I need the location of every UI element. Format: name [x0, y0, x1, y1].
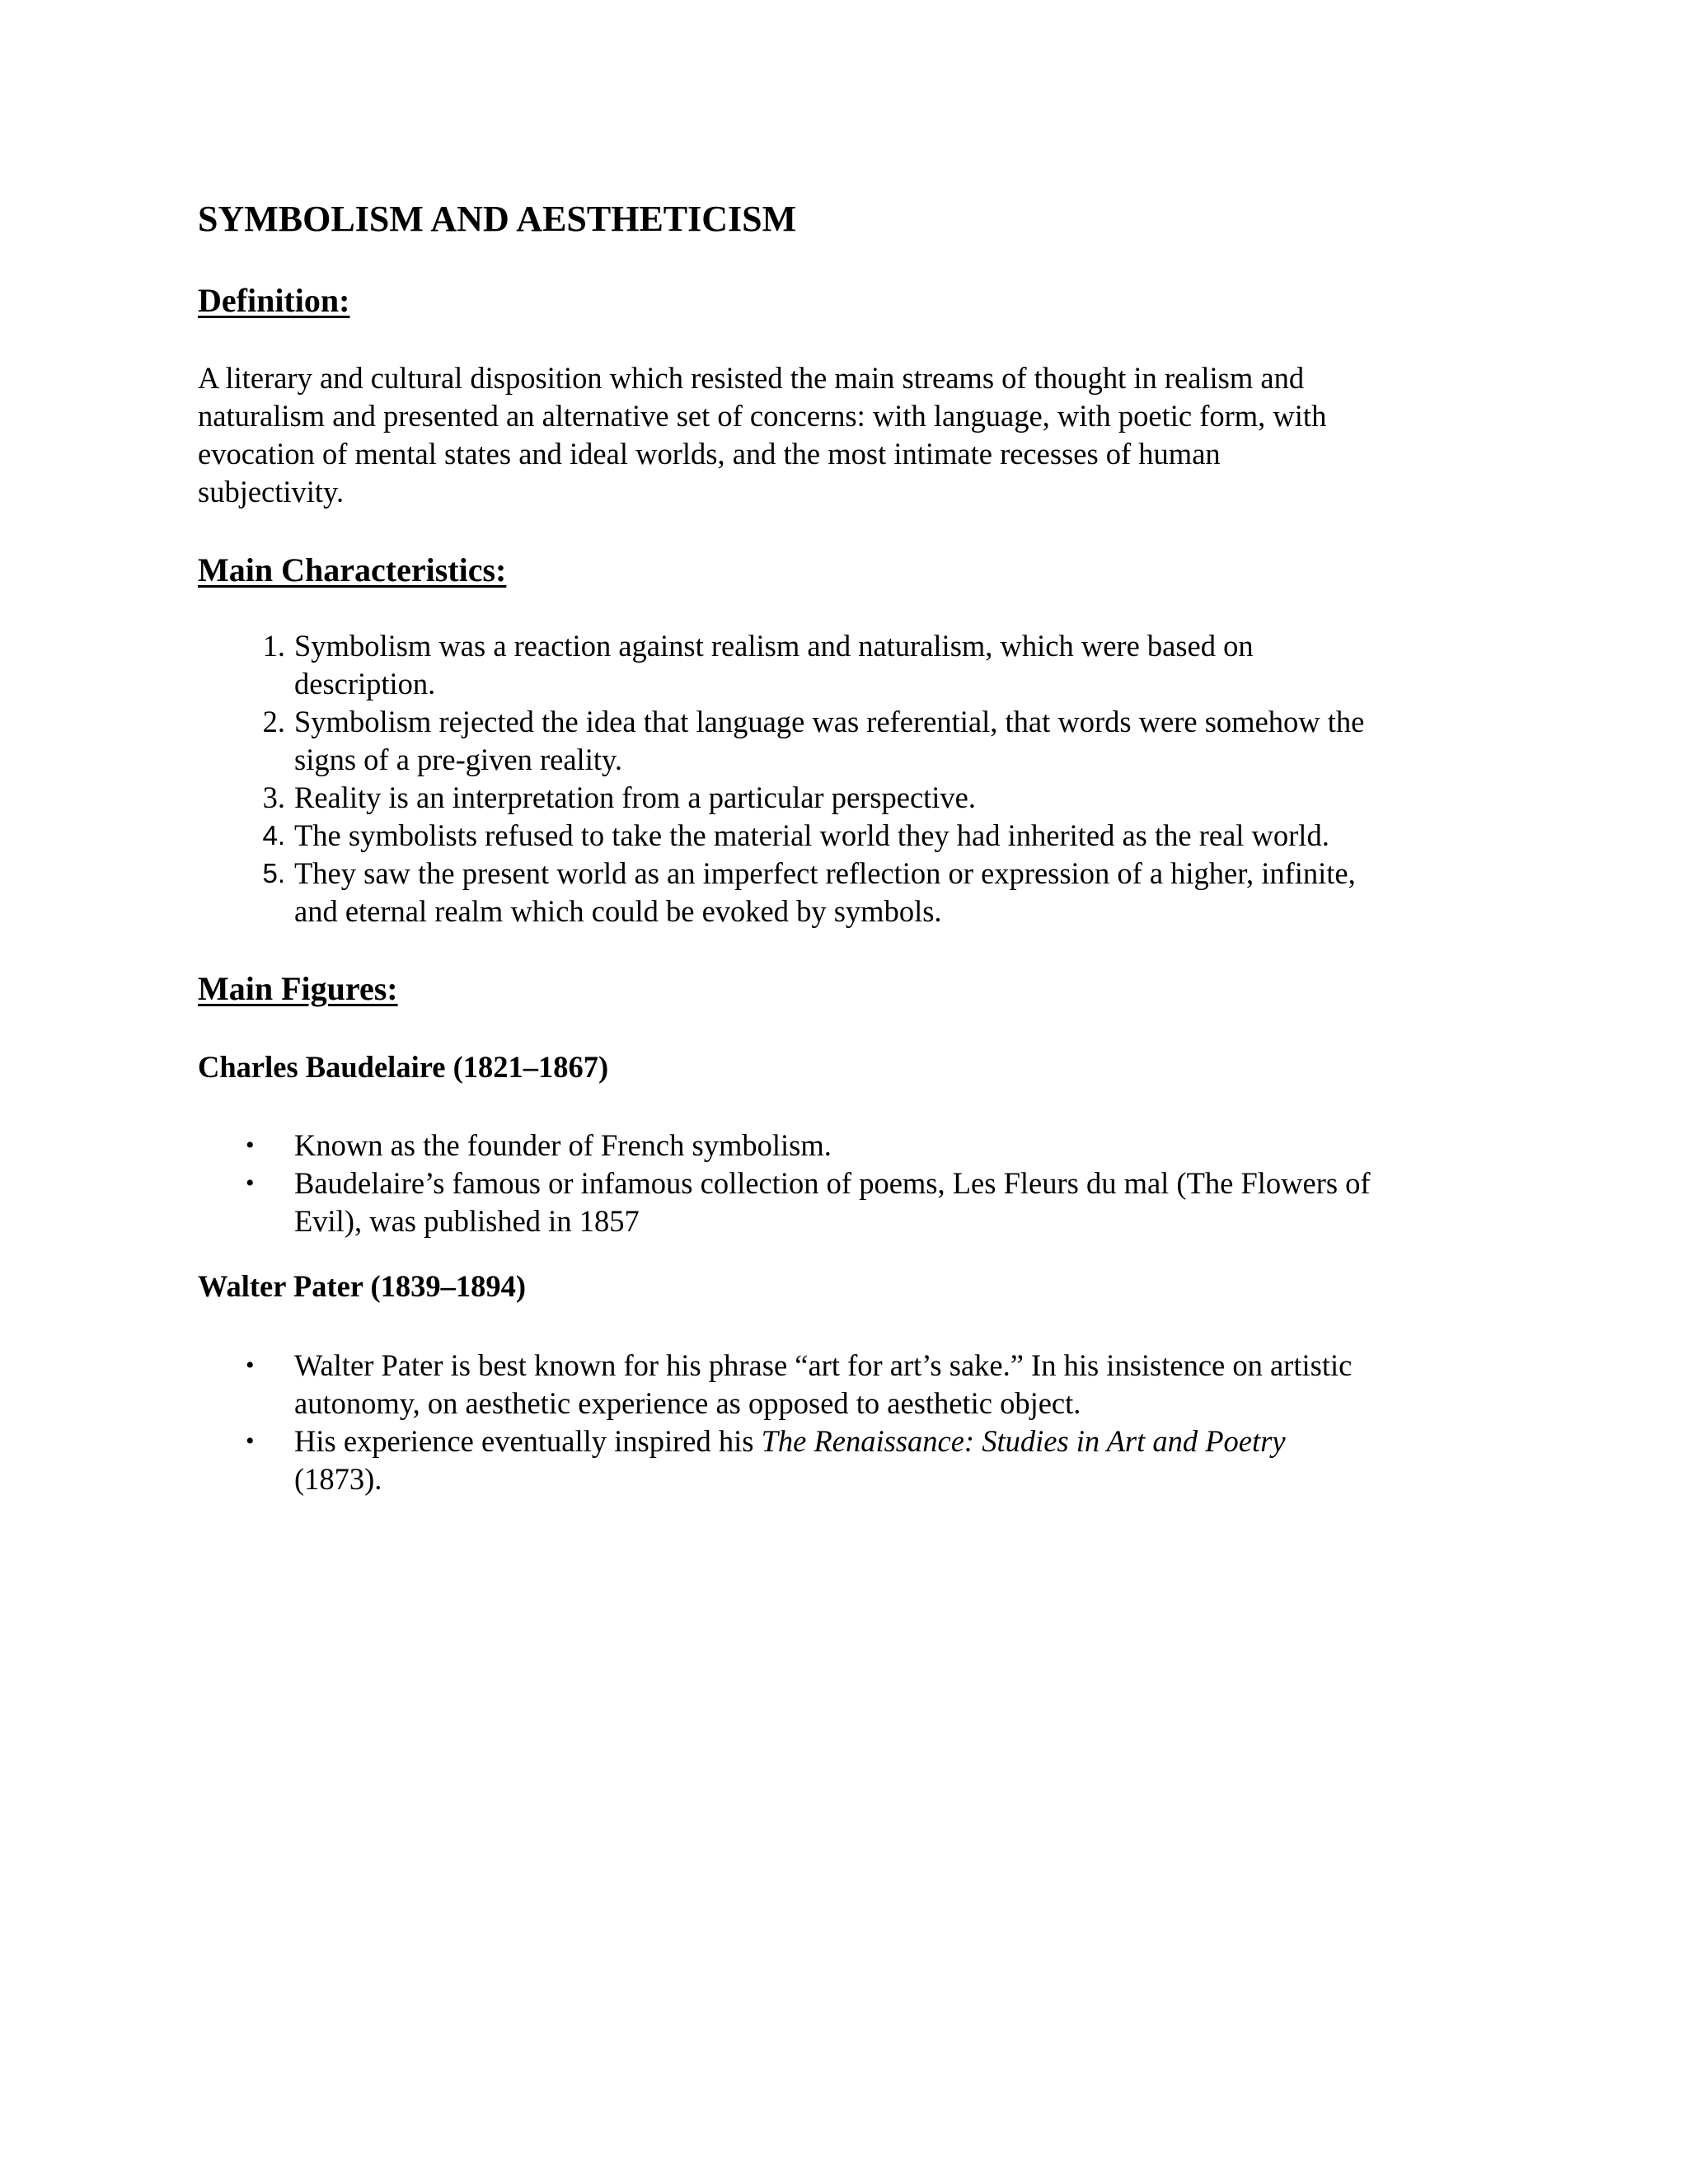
figures-heading: Main Figures:	[198, 970, 398, 1007]
list-item	[198, 779, 1484, 817]
definition-heading: Definition:	[198, 282, 350, 319]
list-item-line: They saw the present world as an imperfect reflection or expression of a higher, infinite,	[294, 856, 1356, 890]
list-item-line: Walter Pater is best known for his phrase “art for art’s sake.” In his insistence on artistic	[294, 1348, 1353, 1382]
bullet-icon: •	[246, 1427, 255, 1455]
bullet-icon: •	[246, 1169, 255, 1197]
definition-line: A literary and cultural disposition which resisted the main streams of thought in realism and	[198, 361, 1305, 395]
definition-line: naturalism and presented an alternative set of concerns: with language, with poetic form, with	[198, 399, 1327, 433]
list-item	[198, 1347, 1484, 1422]
list-number: 3.	[262, 780, 285, 814]
list-item-line: Symbolism was a reaction against realism and naturalism, which were based on	[294, 629, 1254, 663]
list-item	[198, 855, 1484, 930]
bullet-icon: •	[246, 1132, 255, 1159]
list-item	[198, 627, 1484, 703]
figure-name-pater: Walter Pater (1839–1894)	[198, 1269, 527, 1303]
list-item	[198, 1127, 1484, 1165]
list-number: 5.	[262, 858, 285, 888]
definition-line: evocation of mental states and ideal worlds, and the most intimate recesses of human	[198, 437, 1221, 471]
list-item-line: Reality is an interpretation from a particular perspective.	[294, 780, 977, 814]
characteristics-list	[198, 627, 1484, 930]
definition-paragraph	[198, 359, 1467, 511]
baudelaire-list	[198, 1127, 1484, 1240]
list-item-line: signs of a pre-given reality.	[294, 743, 622, 776]
list-item-line	[294, 1422, 1484, 1460]
figure-name-baudelaire: Charles Baudelaire (1821–1867)	[198, 1050, 609, 1084]
list-item-line: Baudelaire’s famous or infamous collection of poems, Les Fleurs du mal (The Flowers of	[294, 1166, 1371, 1200]
list-number: 1.	[262, 629, 285, 663]
list-number: 4.	[262, 820, 285, 851]
list-item-line: Known as the founder of French symbolism.	[294, 1128, 832, 1162]
list-item	[198, 703, 1484, 779]
list-item-text: His experience eventually inspired his	[294, 1424, 762, 1458]
bullet-icon: •	[246, 1352, 255, 1379]
document-title: SYMBOLISM AND AESTHETICISM	[198, 199, 797, 239]
definition-line: subjectivity.	[198, 475, 345, 509]
book-title: The Renaissance: Studies in Art and Poetry	[761, 1424, 1286, 1458]
list-item-line: The symbolists refused to take the material world they had inherited as the real world.	[294, 818, 1329, 852]
pater-list	[198, 1347, 1484, 1498]
list-item-line: and eternal realm which could be evoked by symbols.	[294, 894, 942, 928]
list-item-line: (1873).	[294, 1462, 382, 1496]
list-item-line: description.	[294, 667, 436, 701]
list-number: 2.	[262, 705, 285, 738]
list-item	[198, 1165, 1484, 1240]
list-item-line: Evil), was published in 1857	[294, 1204, 640, 1238]
characteristics-heading: Main Characteristics:	[198, 551, 507, 588]
list-item-line: Symbolism rejected the idea that language was referential, that words were somehow the	[294, 705, 1365, 738]
list-item	[198, 1422, 1484, 1498]
list-item	[198, 817, 1484, 855]
list-item-line: autonomy, on aesthetic experience as opposed to aesthetic object.	[294, 1386, 1081, 1420]
